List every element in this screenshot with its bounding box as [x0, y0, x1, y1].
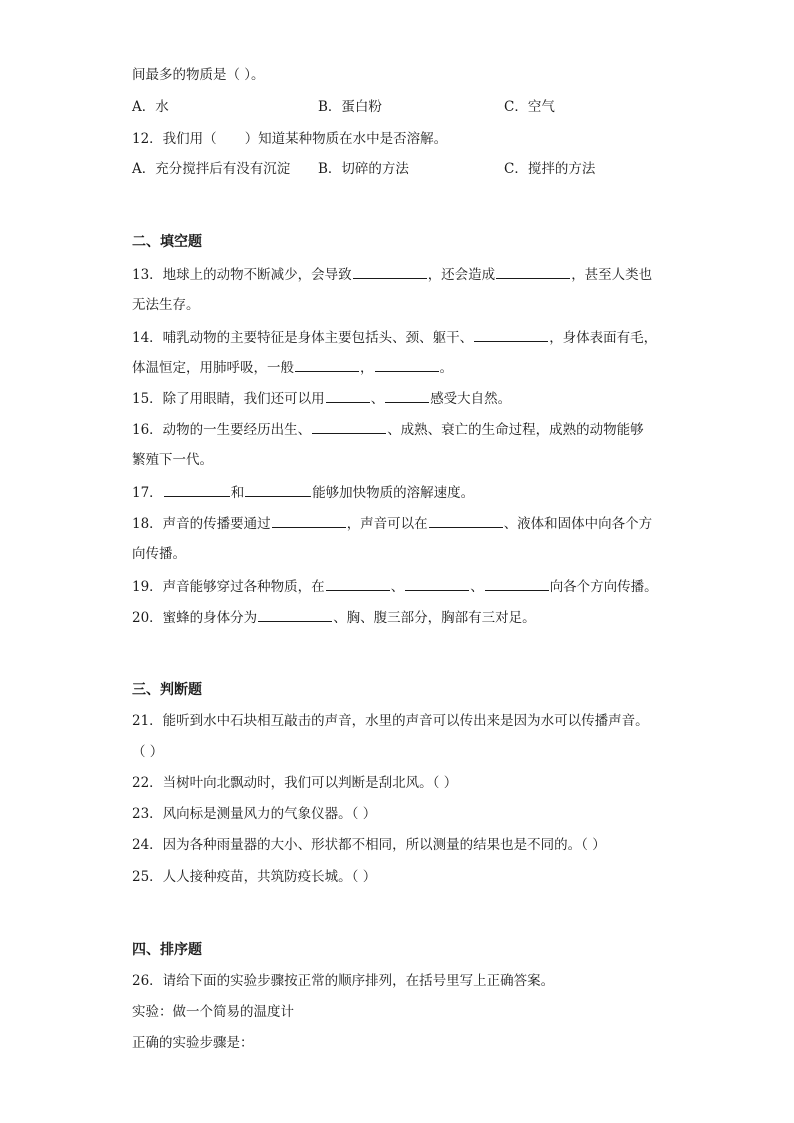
q26-line1: 26．请给下面的实验步骤按正常的顺序排列，在括号里写上正确答案。 [132, 973, 555, 989]
q26-steps-label: 正确的实验步骤是： [132, 1035, 254, 1051]
q14-text-4: ， [360, 360, 374, 376]
q12-stem [132, 129, 447, 149]
q18-blank-2[interactable] [429, 513, 503, 528]
q20-text-1: 20．蜜蜂的身体分为 [132, 610, 258, 626]
q26-experiment: 实验：做一个简易的温度计 [132, 1004, 294, 1020]
q18-text-1: 18．声音的传播要通过 [132, 516, 271, 532]
q20-text-2: 、胸、腹三部分，胸部有三对足。 [333, 610, 536, 626]
q19-blank-3[interactable] [485, 576, 549, 591]
q14-text-1: 14．哺乳动物的主要特征是身体主要包括头、颈、躯干、 [132, 330, 474, 346]
q16-text-1: 16．动物的一生要经历出生、 [132, 422, 312, 438]
q18-line1 [132, 513, 652, 534]
q11-option-a: A．水 [132, 99, 169, 115]
q11-option-c: C．空气 [504, 99, 555, 115]
q16-text-2: 、成熟、衰亡的生命过程，成熟的动物能够 [387, 422, 644, 438]
q19-text-2: 、 [390, 579, 405, 595]
q19-text-4: 向各个方向传播。 [549, 579, 658, 595]
q14-text-2: ，身体表面有毛， [549, 330, 658, 346]
q20-blank-1[interactable] [258, 607, 332, 622]
q15-blank-2[interactable] [385, 388, 429, 403]
q18-line2: 向传播。 [132, 546, 186, 562]
q12-stem-part1: 12．我们用（ [132, 131, 217, 147]
q12-stem-part2: ）知道某种物质在水中是否溶解。 [244, 131, 448, 147]
q16-blank-1[interactable] [312, 419, 386, 434]
q14-text-3: 体温恒定，用肺呼吸，一般 [132, 360, 294, 376]
q14-line1 [132, 327, 657, 348]
q11-stem: 间最多的物质是（ ）。 [132, 67, 265, 83]
q15-text-1: 15．除了用眼睛，我们还可以用 [132, 391, 325, 407]
q15-text-2: 、 [370, 391, 385, 407]
q14-blank-3[interactable] [375, 357, 439, 372]
q13-line1 [132, 264, 652, 285]
q15-text-3: 感受大自然。 [430, 391, 512, 407]
q13-text-2: ，还会造成 [427, 267, 496, 283]
q25-line: 25．人人接种疫苗，共筑防疫长城。（ ） [132, 869, 377, 885]
section-judge-title: 三、判断题 [132, 682, 202, 698]
q13-blank-1[interactable] [353, 264, 427, 279]
q12-option-b: B．切碎的方法 [318, 161, 409, 177]
q19-blank-1[interactable] [326, 576, 390, 591]
q14-line2 [132, 357, 453, 378]
q22-line: 22．当树叶向北飘动时，我们可以判断是刮北风。（ ） [132, 775, 458, 791]
q17-blank-2[interactable] [245, 482, 311, 497]
q20-line [132, 607, 536, 628]
q14-blank-2[interactable] [295, 357, 359, 372]
q17-blank-1[interactable] [164, 482, 230, 497]
q18-text-2: ，声音可以在 [346, 516, 428, 532]
q12-option-a: A．充分搅拌后有没有沉淀 [132, 161, 291, 177]
q24-line: 24．因为各种雨量器的大小、形状都不相同，所以测量的结果也是不同的。（ ） [132, 837, 606, 853]
q19-text-1: 19．声音能够穿过各种物质，在 [132, 579, 325, 595]
q21-line1: 21．能听到水中石块相互敲击的声音，水里的声音可以传出来是因为水可以传播声音。 [132, 713, 649, 729]
q13-line2: 无法生存。 [132, 297, 200, 313]
q17-text-1: 17． [132, 485, 163, 501]
section-order-title: 四、排序题 [132, 942, 202, 958]
q18-blank-1[interactable] [272, 513, 346, 528]
q17-line [132, 482, 474, 503]
q18-text-3: 、液体和固体中向各个方 [503, 516, 653, 532]
q15-line [132, 388, 511, 409]
q16-line1 [132, 419, 644, 440]
q13-blank-2[interactable] [496, 264, 570, 279]
q16-line2: 繁殖下一代。 [132, 452, 213, 468]
q14-text-5: 。 [439, 360, 453, 376]
q11-option-b: B．蛋白粉 [318, 99, 382, 115]
q12-option-c: C．搅拌的方法 [504, 161, 596, 177]
q21-answer-paren[interactable]: （ ） [132, 744, 164, 760]
q15-blank-1[interactable] [326, 388, 370, 403]
q19-text-3: 、 [470, 579, 484, 595]
q19-line [132, 576, 658, 597]
q17-text-2: 和 [230, 485, 245, 501]
q17-text-3: 能够加快物质的溶解速度。 [312, 485, 475, 501]
q13-text-1: 13．地球上的动物不断减少，会导致 [132, 267, 352, 283]
q14-blank-1[interactable] [474, 327, 548, 342]
q13-text-3: ，甚至人类也 [571, 267, 653, 283]
section-fill-blank-title: 二、填空题 [132, 234, 202, 250]
q23-line: 23．风向标是测量风力的气象仪器。（ ） [132, 806, 377, 822]
q19-blank-2[interactable] [405, 576, 469, 591]
